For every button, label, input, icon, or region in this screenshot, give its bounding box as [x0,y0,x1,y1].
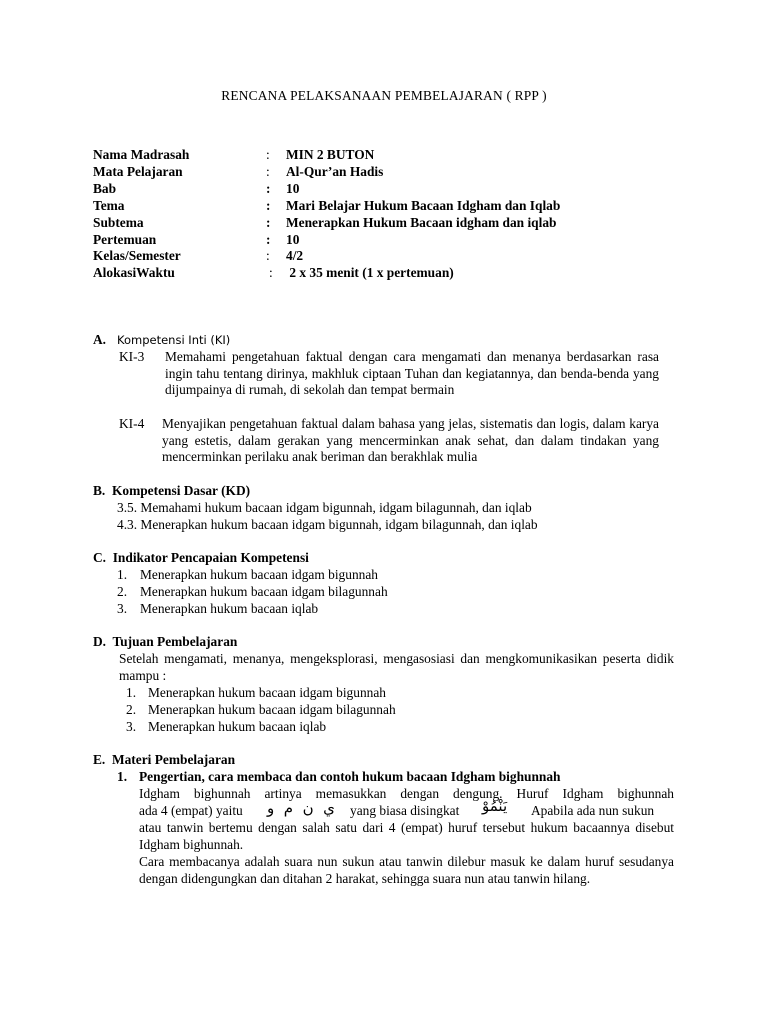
indikator-num: 2. [117,584,128,599]
materi-p1-rest: atau tanwin bertemu dengan salah satu dari 4 (empat) huruf tersebut hukum bacaannya disebut Idgham bighunnah. [139,820,674,852]
info-value-tema: Mari Belajar Hukum Bacaan Idgham dan Iqlab [286,198,561,213]
info-value-bab: 10 [286,181,300,196]
document-title: RENCANA PELAKSANAAN PEMBELAJARAN ( RPP ) [221,88,547,103]
info-value-mata-pelajaran: Al-Qur’an Hadis [286,164,384,179]
info-colon: : [269,265,273,280]
section-a-title: Kompetensi Inti (KI) [117,333,231,347]
info-colon: : [266,232,271,247]
info-value-subtema: Menerapkan Hukum Bacaan idgham dan iqlab [286,215,557,230]
section-b-title: B. Kompetensi Dasar (KD) [93,483,251,498]
info-label-tema: Tema [93,198,125,213]
tujuan-text: Menerapkan hukum bacaan iqlab [148,719,327,734]
ki-3-code: KI-3 [119,349,145,364]
indikator-num: 3. [117,601,128,616]
indikator-text: Menerapkan hukum bacaan idgam bilagunnah [140,584,388,599]
ki-3-text: Memahami pengetahuan faktual dengan cara mengamati dan menanya berdasarkan rasa ingin tahu tentang dirinya, makhluk ciptaan Tuhan dan kegiatannya, dan benda-benda yang dijumpainya di rumah, di sekolah dan tempat bermain [165,349,659,398]
info-label-mata-pelajaran: Mata Pelajaran [93,164,183,179]
info-label-bab: Bab [93,181,117,196]
info-colon: : [266,198,271,213]
info-colon: : [266,248,270,263]
info-colon: : [266,147,270,162]
info-value-nama-madrasah: MIN 2 BUTON [286,147,375,162]
info-colon: : [266,164,270,179]
materi-p1-line1: Idgham bighunnah artinya memasukkan dengan dengung. Huruf Idgham bighunnah [139,786,674,801]
tujuan-text: Menerapkan hukum bacaan idgam bigunnah [148,685,386,700]
section-e-title: E. Materi Pembelajaran [93,752,236,767]
section-a-letter: A. [93,332,107,347]
materi-p1-line2c: Apabila ada nun sukun [531,803,655,818]
tujuan-intro: Setelah mengamati, menanya, mengeksplorasi, mengasosiasi dan mengkomunikasikan peserta didik mampu : [119,651,674,683]
section-c-title: C. Indikator Pencapaian Kompetensi [93,550,309,565]
info-label-alokasi-waktu: AlokasiWaktu [93,265,175,280]
info-label-kelas-semester: Kelas/Semester [93,248,181,263]
indikator-text: Menerapkan hukum bacaan idgam bigunnah [140,567,378,582]
arabic-letters-idgham: ي ن م و [267,799,335,817]
indikator-text: Menerapkan hukum bacaan iqlab [140,601,319,616]
tujuan-num: 1. [126,685,137,700]
info-colon: : [266,215,271,230]
info-label-nama-madrasah: Nama Madrasah [93,147,190,162]
tujuan-num: 2. [126,702,137,717]
indikator-num: 1. [117,567,128,582]
info-value-kelas-semester: 4/2 [286,248,304,263]
section-d-title: D. Tujuan Pembelajaran [93,634,238,649]
info-colon: : [266,181,271,196]
materi-sub-title: Pengertian, cara membaca dan contoh hukum bacaan Idgham bighunnah [139,769,561,784]
materi-p1-line2a: ada 4 (empat) yaitu [139,803,243,818]
materi-sub-num: 1. [117,769,128,784]
kd-item-4-3: 4.3. Menerapkan hukum bacaan idgam bigunnah, idgam bilagunnah, dan iqlab [117,517,538,532]
ki-4-code: KI-4 [119,416,145,431]
arabic-word-yanmu: يَنْمُوْ [482,797,508,815]
info-label-pertemuan: Pertemuan [93,232,157,247]
info-value-pertemuan: 10 [286,232,300,247]
kd-item-3-5: 3.5. Memahami hukum bacaan idgam bigunnah, idgam bilagunnah, dan iqlab [117,500,532,515]
tujuan-text: Menerapkan hukum bacaan idgam bilagunnah [148,702,396,717]
materi-p1-line2b: yang biasa disingkat [350,803,460,818]
info-label-subtema: Subtema [93,215,144,230]
info-value-alokasi-waktu: 2 x 35 menit (1 x pertemuan) [286,265,454,280]
materi-p2: Cara membacanya adalah suara nun sukun atau tanwin dilebur masuk ke dalam huruf sesudanya dengan didengungkan dan ditahan 2 harakat, sehingga suara nun atau tanwin hilang. [139,854,674,886]
tujuan-num: 3. [126,719,137,734]
ki-4-text: Menyajikan pengetahuan faktual dalam bahasa yang jelas, sistematis dan logis, dalam karya yang estetis, dalam gerakan yang mencerminkan anak sehat, dan dalam tindakan yang mencerminkan perilaku anak beriman dan berakhlak mulia [162,416,659,465]
